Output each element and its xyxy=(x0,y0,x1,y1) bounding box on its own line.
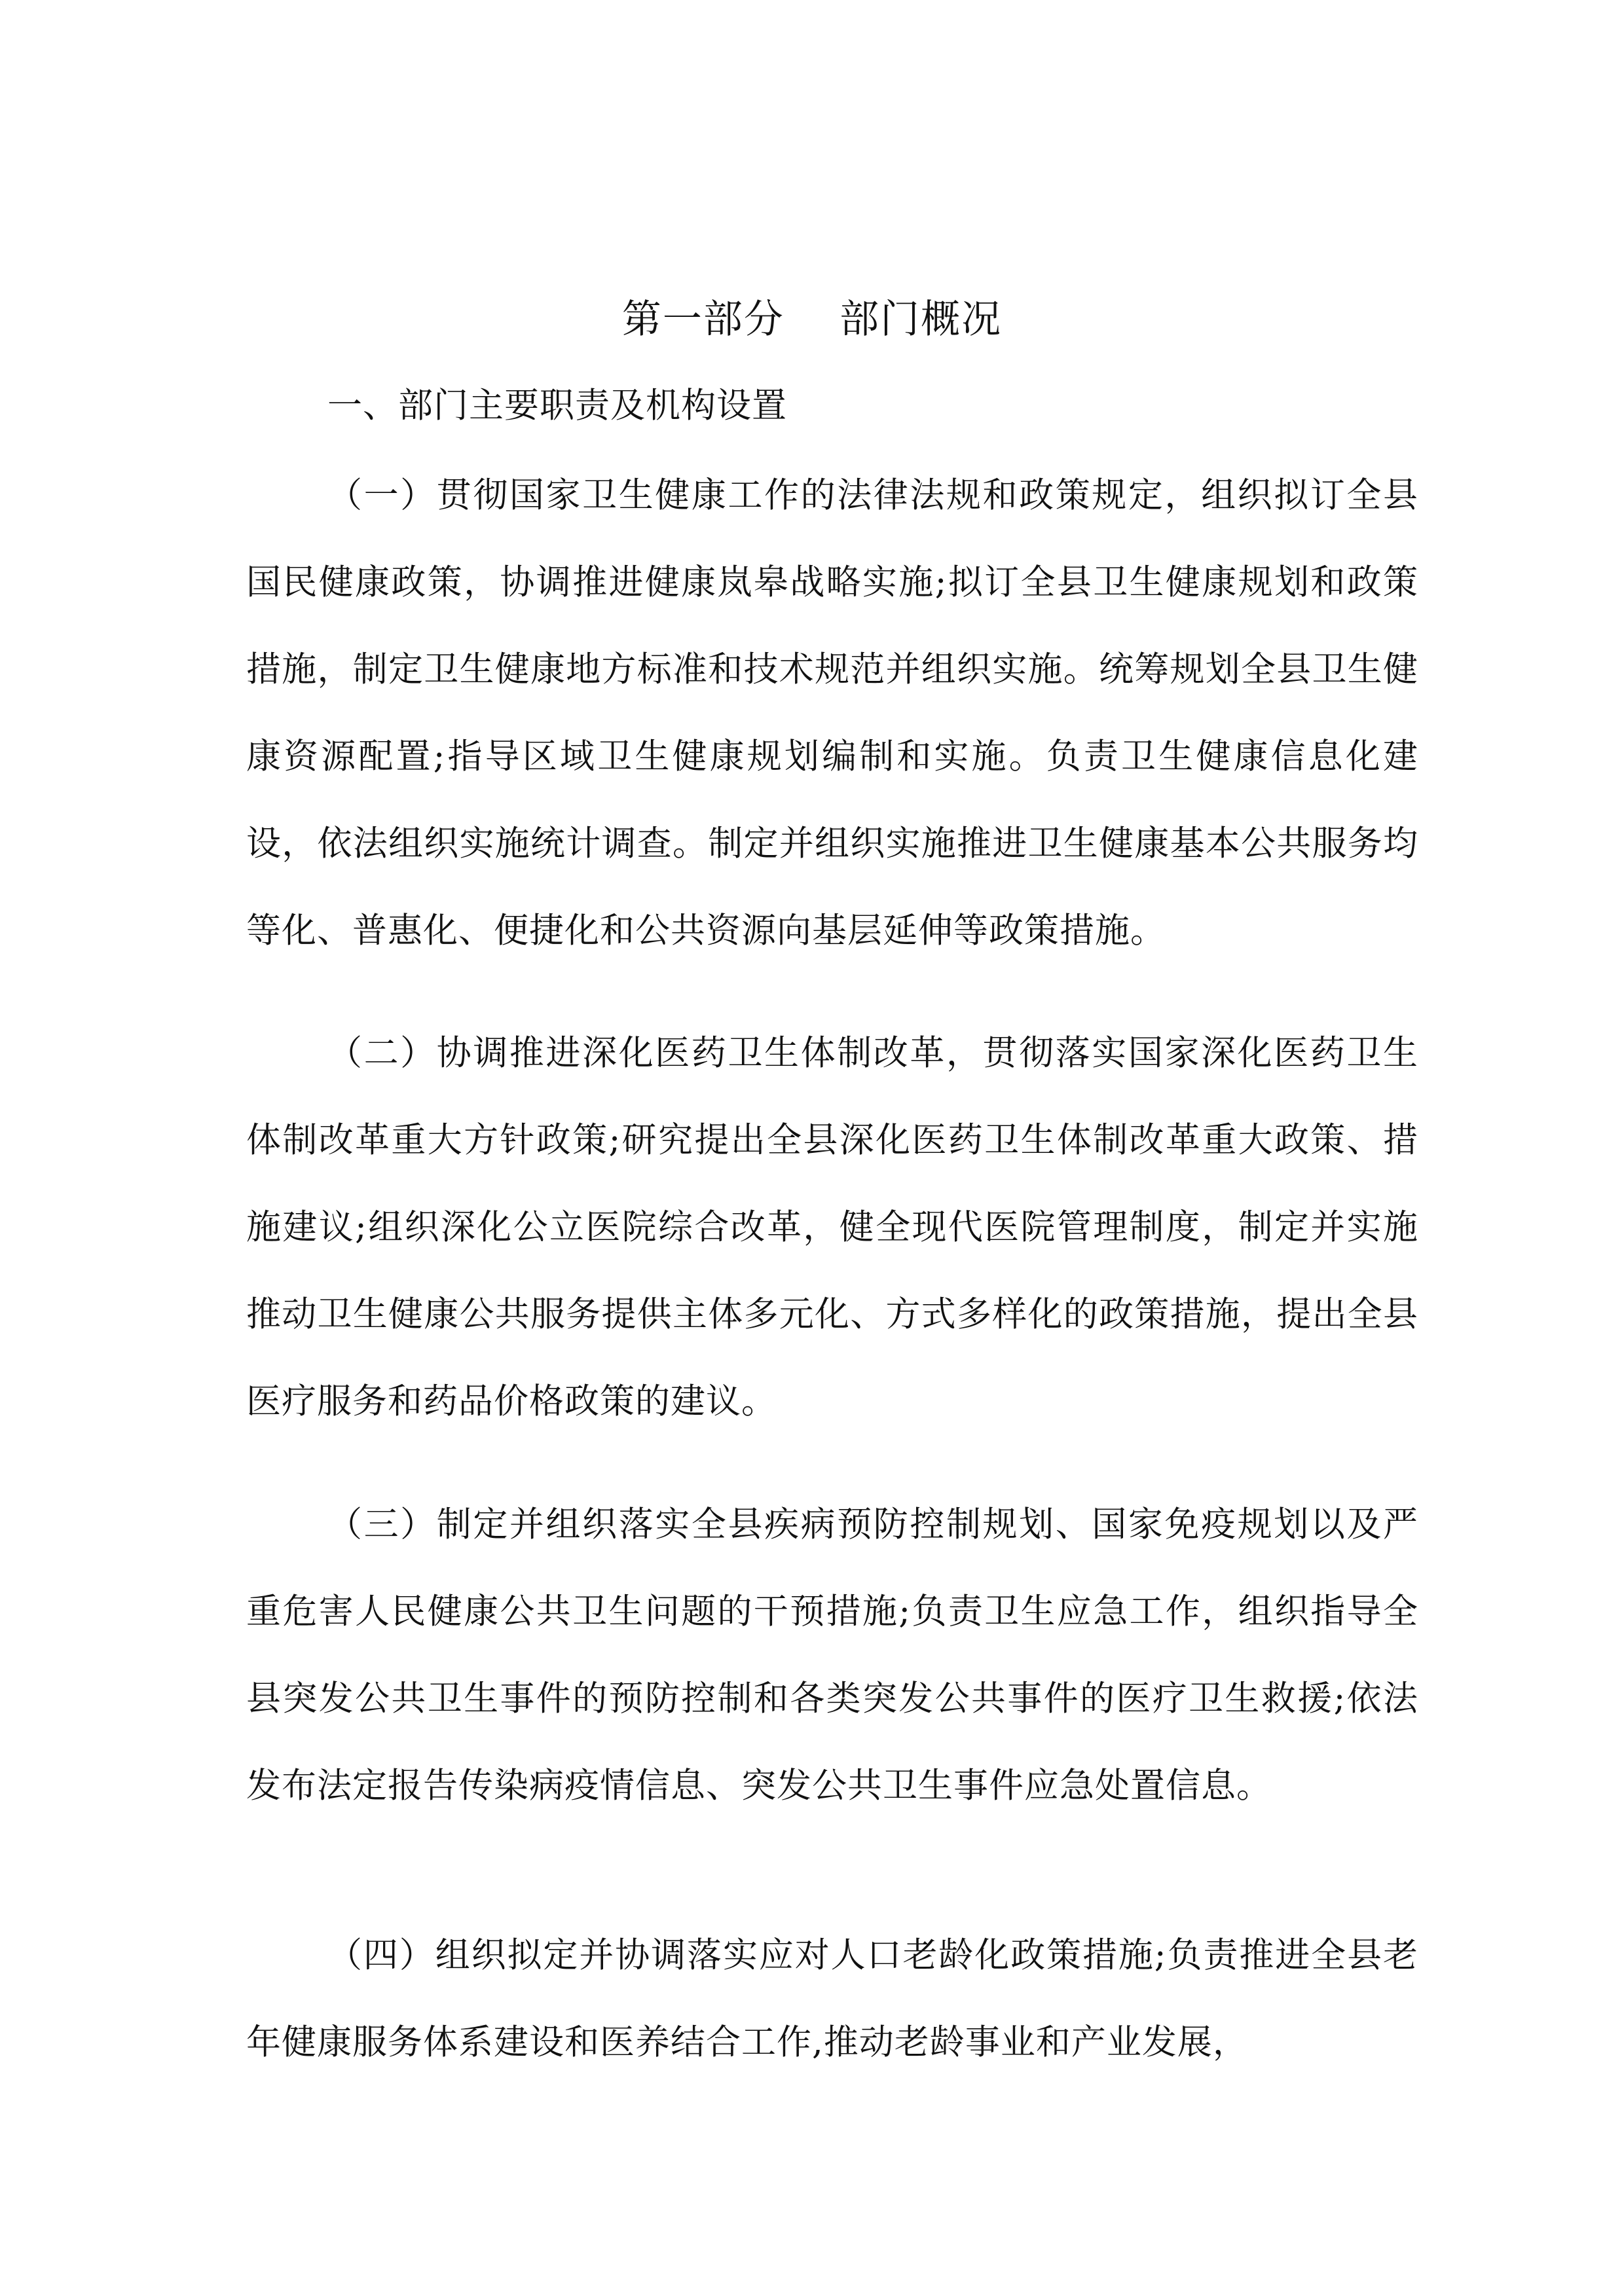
paragraph-2: （二）协调推进深化医药卫生体制改革，贯彻落实国家深化医药卫生体制改革重大方针政策;研究提出全县深化医药卫生体制改革重大政策、措施建议;组织深化公立医院综合改革，健全现代医院管理制度，制定并实施推动卫生健康公共服务提供主体多元化、方式多样化的政策措施，提出全县医疗服务和药品价格政策的建议。 xyxy=(246,1033,1418,1421)
paragraph-1: （一）贯彻国家卫生健康工作的法律法规和政策规定，组织拟订全县国民健康政策，协调推进健康岚皋战略实施;拟订全县卫生健康规划和政策措施，制定卫生健康地方标准和技术规范并组织实施。统筹规划全县卫生健康资源配置;指导区域卫生健康规划编制和实施。负责卫生健康信息化建设，依法组织实施统计调查。制定并组织实施推进卫生健康基本公共服务均等化、普惠化、便捷化和公共资源向基层延伸等政策措施。 xyxy=(246,475,1418,951)
paragraph-4: （四）组织拟定并协调落实应对人口老龄化政策措施;负责推进全县老年健康服务体系建设和医养结合工作,推动老龄事业和产业发展， xyxy=(246,1935,1418,2062)
section-heading: 一、部门主要职责及机构设置 xyxy=(327,386,787,426)
paragraph-3: （三）制定并组织落实全县疾病预防控制规划、国家免疫规划以及严重危害人民健康公共卫生问题的干预措施;负责卫生应急工作，组织指导全县突发公共卫生事件的预防控制和各类突发公共事件的医疗卫生救援;依法发布法定报告传染病疫情信息、突发公共卫生事件应急处置信息。 xyxy=(246,1504,1418,1806)
page-title: 第一部分 部门概况 xyxy=(621,297,1003,342)
